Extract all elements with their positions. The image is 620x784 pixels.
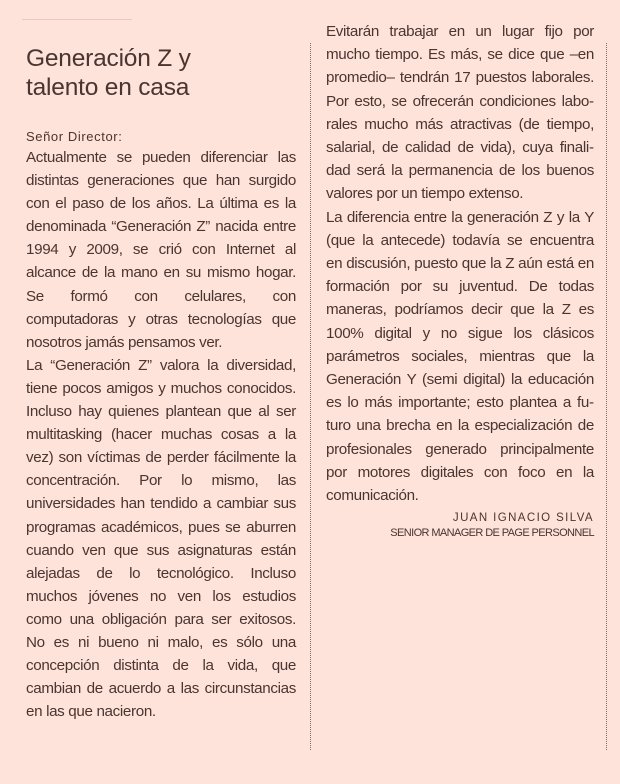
top-rule: [22, 19, 132, 20]
salutation: Señor Director:: [26, 129, 123, 144]
column-divider: [310, 43, 311, 750]
right-column: [326, 20, 594, 541]
author-name: JUAN IGNACIO SILVA: [452, 512, 594, 525]
signature: [326, 510, 594, 541]
letter-title: [26, 44, 296, 102]
paragraph: Evitarán trabajar en un lugar fijo por mucho tiempo. Es más, se dice que –en promedio– tendrán 17 puestos laborales. Por esto, se ofrecerán condiciones laborales mucho más atractivas (de tiempo, salarial, de calidad de vida), cuya finalidad será la permanencia de los buenos valores por un tiempo extenso.: [326, 23, 594, 203]
paragraph: La diferencia entre la generación Z y la Y (que la antecede) todavía se encuentra en discusión, puesto que la Z aún está en formación por su juventud. De todas maneras, podríamos decir que la Z es 100% digital y no sigue los clásicos parámetros sociales, mientras que la Generación Y (semi digital) la educación es lo más importante; esto plantea a futuro una brecha en la especialización de profesionales generado principalmente por motores digitales con foco en la comunicación.: [326, 208, 594, 505]
title-line-2: talento en casa: [26, 74, 190, 101]
title-line-1: Generación Z y: [26, 45, 191, 72]
left-column: [26, 44, 296, 723]
author-title: SENIOR MANAGER DE PAGE PERSONNEL: [390, 527, 594, 540]
paragraph: Actualmente se pueden diferenciar las distintas generaciones que han surgido con el paso de los años. La última es la denominada “Generación Z” nacida entre 1994 y 2009, se crió con Internet al alcance de la mano en su mismo hogar. Se formó con celulares, con computadoras y otras tecnologías que nosotros jamás pensamos ver.: [26, 149, 296, 351]
paragraph: La “Generación Z” valora la diversidad, tiene pocos amigos y muchos conocidos. Incluso hay quienes plantean que al ser multitasking (hacer muchas cosas a la vez) son víctimas de perder fácilmente la concentración. Por lo mismo, las universidades han tendido a cambiar sus programas académicos, pues se aburren cuando ven que sus asignaturas están alejadas de lo tecnológico. Incluso muchos jóvenes no ven los estudios como una obligación para ser exitosos. No es ni bueno ni malo, es sólo una concepción distinta de la vida, que cambian de acuerdo a las circunstancias en las que nacieron.: [26, 356, 296, 721]
right-border: [606, 43, 607, 750]
